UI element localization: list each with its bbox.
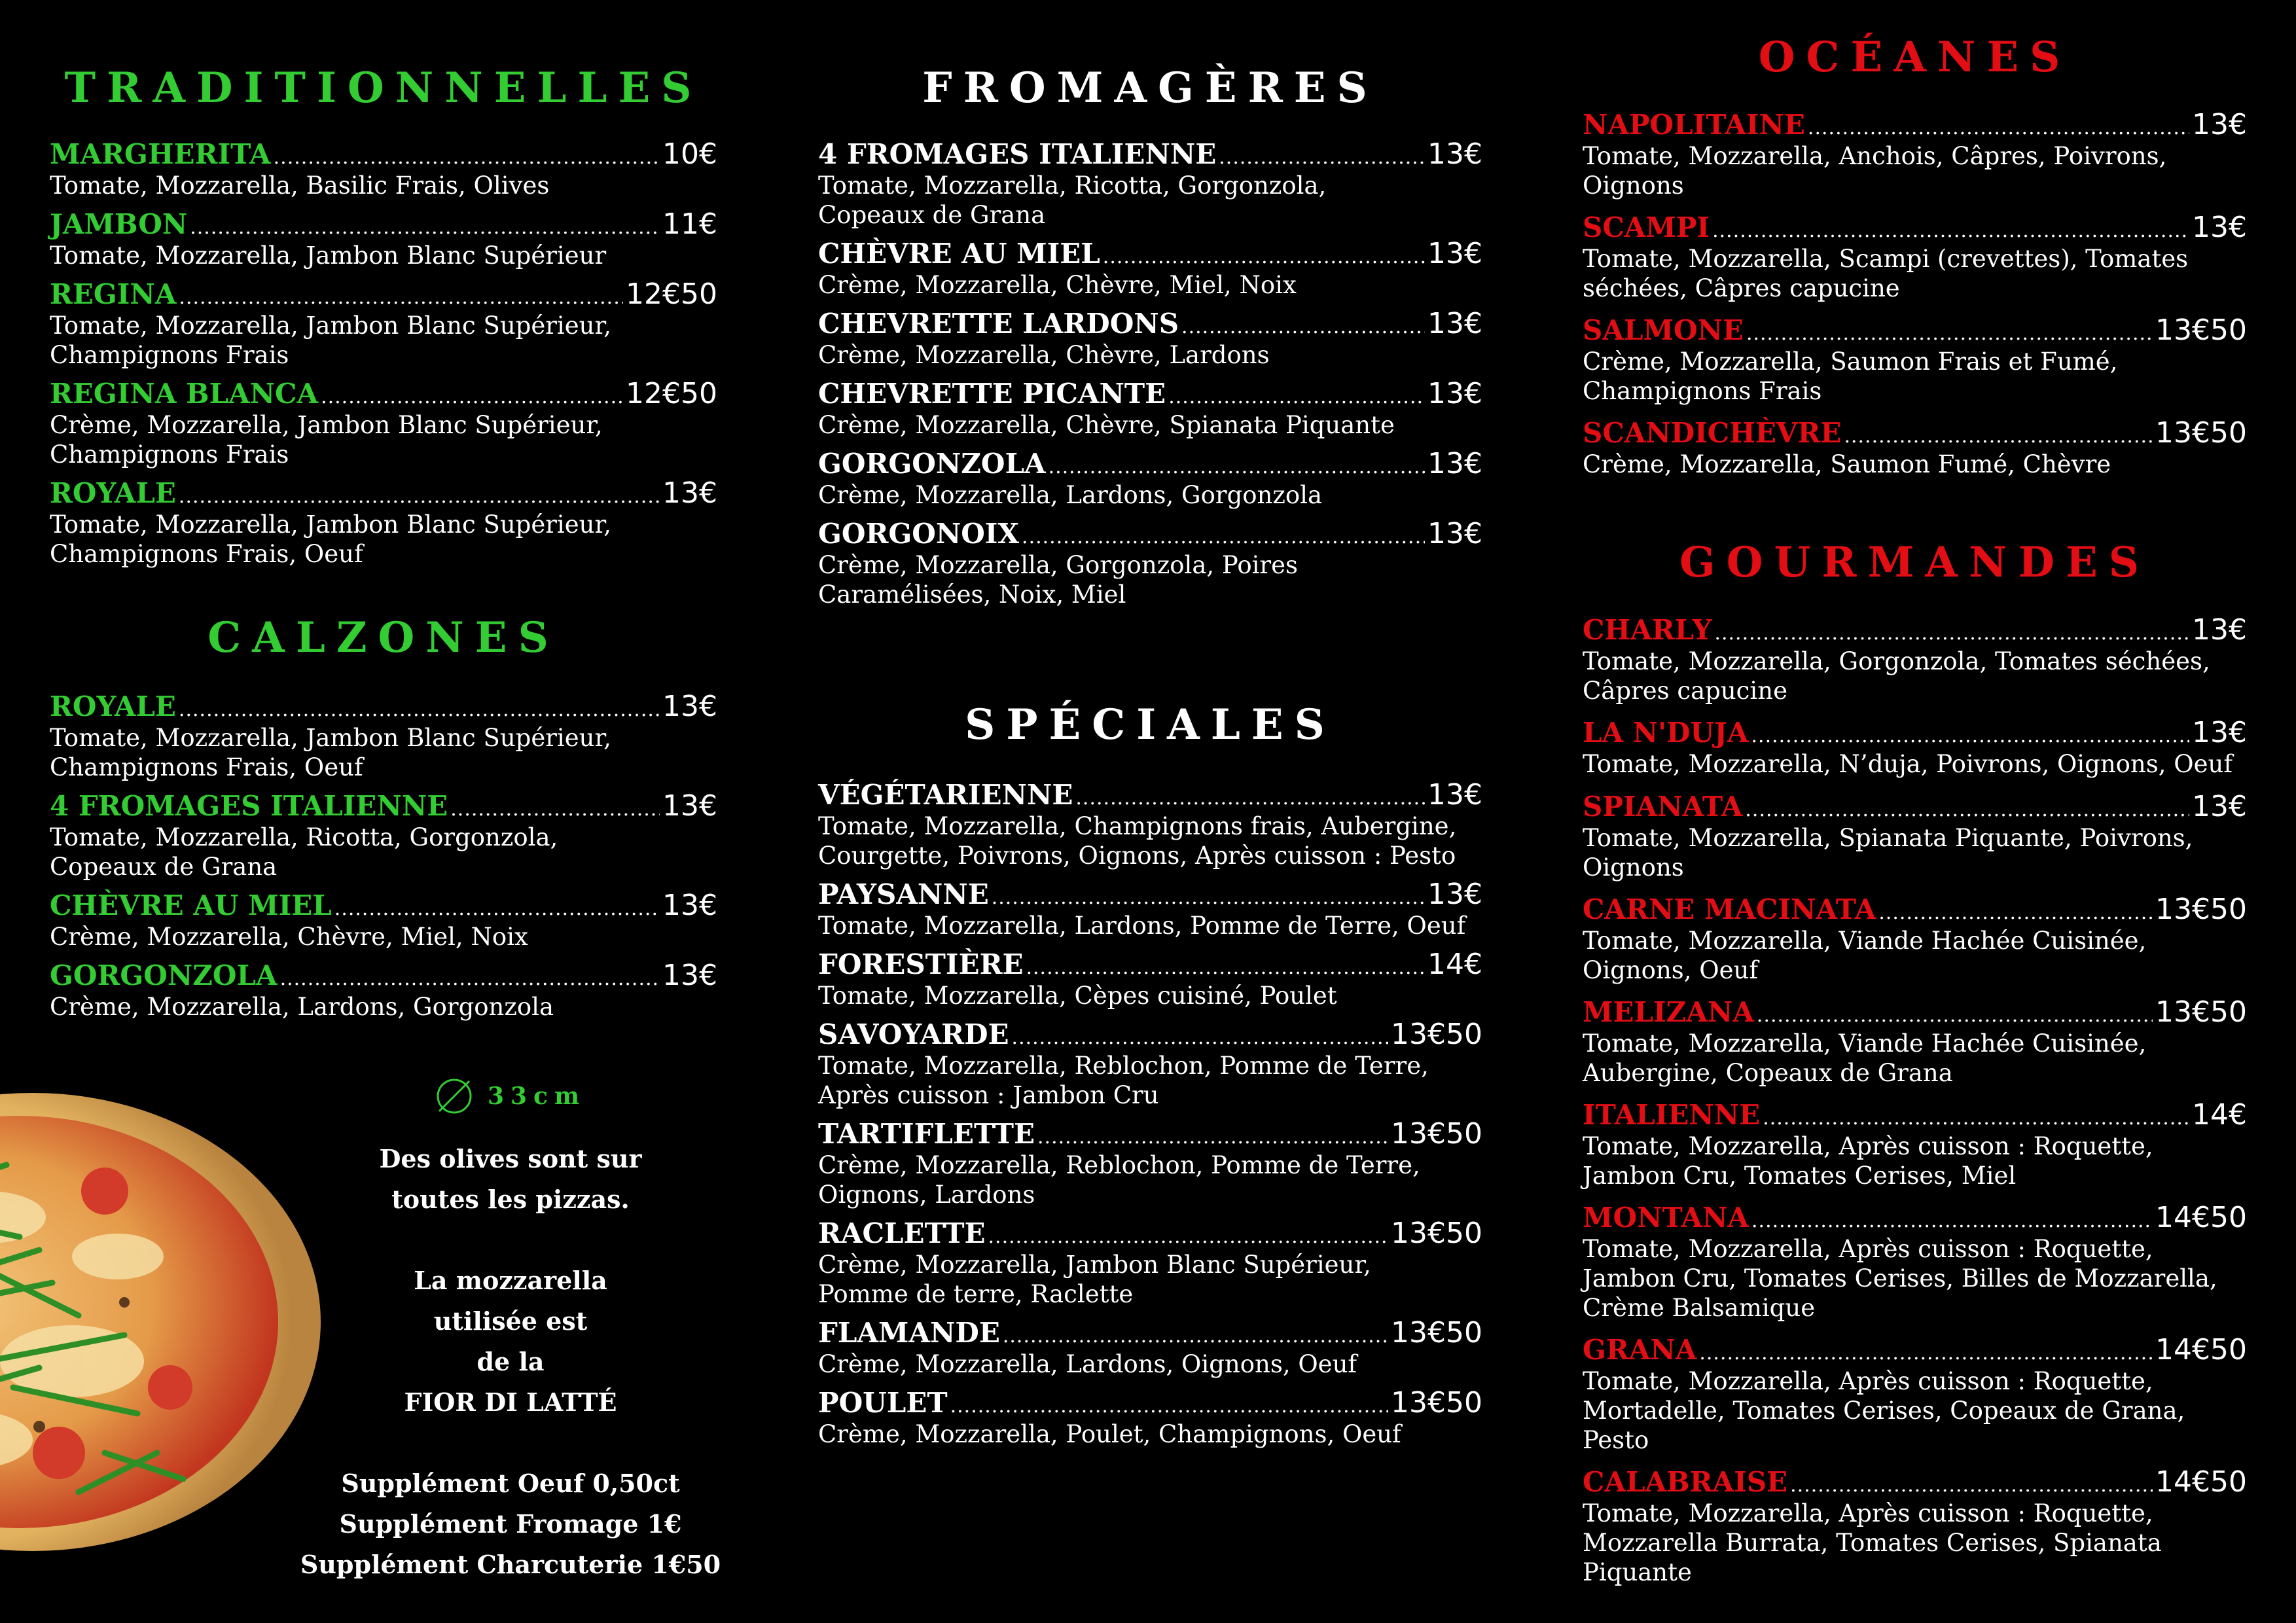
section-title: OCÉANES	[1758, 33, 2072, 82]
menu-item	[818, 878, 1482, 940]
item-description: Tomate, Mozzarella, Jambon Blanc Supérieur, Champignons Frais, Oeuf	[50, 510, 611, 568]
item-description: Crème, Mozzarella, Gorgonzola, Poires Caramélisées, Noix, Miel	[818, 551, 1299, 609]
item-price: 13€	[1427, 137, 1482, 171]
item-description: Tomate, Mozzarella, Après cuisson : Roquette, Jambon Cru, Tomates Cerises, Miel	[1583, 1132, 2153, 1190]
item-price: 13€	[662, 959, 717, 992]
item-price: 13€50	[2155, 313, 2247, 347]
menu-item	[818, 1387, 1482, 1449]
item-price: 13€	[2192, 108, 2247, 141]
item-name: TARTIFLETTE	[818, 1118, 1035, 1150]
menu-item	[818, 779, 1482, 870]
menu-item	[1583, 417, 2247, 479]
item-price: 14€	[2192, 1098, 2247, 1132]
item-description: Tomate, Mozzarella, Scampi (crevettes), Tomates séchées, Câpres capucine	[1583, 245, 2189, 302]
item-description: Tomate, Mozzarella, Lardons, Pomme de Terre, Oeuf	[818, 912, 1466, 940]
item-price: 13€	[662, 789, 717, 823]
section-oceanes	[1583, 31, 2247, 478]
supplement-charcuterie: Supplément Charcuterie 1€50	[300, 1550, 721, 1579]
item-price: 13€	[662, 889, 717, 922]
section-fromageres	[818, 62, 1482, 609]
item-description: Crème, Mozzarella, Reblochon, Pomme de Terre, Oignons, Lardons	[818, 1151, 1420, 1209]
item-name: SAVOYARDE	[818, 1018, 1009, 1050]
item-price: 13€50	[1391, 1217, 1482, 1250]
item-name: FORESTIÈRE	[818, 948, 1024, 980]
item-name: MARGHERITA	[50, 138, 271, 170]
menu-item	[50, 378, 717, 469]
menu-item	[1583, 109, 2247, 200]
item-description: Crème, Mozzarella, Jambon Blanc Supérieur, Pomme de terre, Raclette	[818, 1251, 1371, 1308]
menu-item	[818, 518, 1482, 609]
menu-item	[818, 238, 1482, 300]
item-name: REGINA	[50, 278, 177, 310]
item-description: Crème, Mozzarella, Chèvre, Miel, Noix	[818, 271, 1297, 299]
item-price: 13€50	[1391, 1386, 1482, 1419]
item-price: 10€	[662, 137, 717, 171]
menu-item	[1583, 1334, 2247, 1455]
item-name: CHEVRETTE LARDONS	[818, 308, 1179, 340]
item-price: 13€	[2192, 790, 2247, 823]
menu-item	[50, 889, 717, 952]
diameter-icon	[435, 1077, 473, 1115]
menu-item	[50, 477, 717, 569]
item-name: ROYALE	[50, 477, 176, 509]
section-title: SPÉCIALES	[965, 700, 1336, 749]
item-price: 13€	[2192, 211, 2247, 244]
item-name: PAYSANNE	[818, 878, 989, 910]
olives-note: toutes les pizzas.	[391, 1185, 630, 1214]
menu-item	[818, 1217, 1482, 1309]
menu-item	[50, 138, 717, 200]
item-name: CHÈVRE AU MIEL	[818, 238, 1100, 270]
mozzarella-note: utilisée est	[433, 1306, 588, 1336]
item-name: MELIZANA	[1583, 996, 1754, 1028]
item-name: SALMONE	[1583, 314, 1744, 346]
item-price: 13€	[662, 690, 717, 723]
item-price: 13€50	[2155, 416, 2247, 450]
item-name: CHARLY	[1583, 614, 1712, 646]
item-description: Crème, Mozzarella, Lardons, Gorgonzola	[818, 481, 1323, 509]
menu-item	[50, 959, 717, 1022]
item-description: Tomate, Mozzarella, Gorgonzola, Tomates séchées, Câpres capucine	[1583, 647, 2210, 705]
item-description: Tomate, Mozzarella, Après cuisson : Roquette, Jambon Cru, Tomates Cerises, Billes de Mozzarella, Crème Balsamique	[1583, 1235, 2217, 1322]
item-price: 13€	[662, 476, 717, 510]
item-name: JAMBON	[50, 208, 188, 240]
menu-item	[50, 278, 717, 370]
menu-item	[818, 1317, 1482, 1379]
menu-item	[50, 690, 717, 782]
item-name: GRANA	[1583, 1334, 1697, 1366]
item-price: 14€	[1427, 948, 1482, 981]
menu-item	[818, 1118, 1482, 1209]
section-traditionnelles	[50, 62, 717, 568]
item-description: Crème, Mozzarella, Chèvre, Miel, Noix	[50, 923, 528, 951]
item-price: 13€	[2192, 613, 2247, 647]
menu-item	[50, 790, 717, 882]
item-description: Tomate, Mozzarella, Jambon Blanc Supérieur, Champignons Frais	[50, 312, 611, 369]
item-name: CHEVRETTE PICANTE	[818, 378, 1166, 410]
item-price: 13€	[1427, 307, 1482, 340]
item-name: CARNE MACINATA	[1583, 893, 1876, 925]
item-name: CALABRAISE	[1583, 1466, 1788, 1498]
item-name: FLAMANDE	[818, 1317, 1000, 1349]
menu-item	[50, 208, 717, 270]
item-price: 13€50	[1391, 1018, 1482, 1051]
item-name: NAPOLITAINE	[1583, 109, 1805, 141]
item-name: 4 FROMAGES ITALIENNE	[818, 138, 1217, 170]
size-row	[295, 1073, 726, 1119]
size-label: 33cm	[487, 1082, 586, 1110]
menu-item	[818, 308, 1482, 370]
item-name: SCANDICHÈVRE	[1583, 417, 1842, 449]
mozzarella-note: La mozzarella	[414, 1266, 607, 1295]
item-name: ITALIENNE	[1583, 1099, 1761, 1131]
item-price: 13€	[2192, 716, 2247, 749]
item-description: Tomate, Mozzarella, Jambon Blanc Supérieur, Champignons Frais, Oeuf	[50, 724, 611, 781]
section-calzones	[50, 612, 717, 1021]
item-price: 14€50	[2155, 1333, 2247, 1366]
item-description: Tomate, Mozzarella, Cèpes cuisiné, Poulet	[818, 982, 1337, 1010]
item-price: 11€	[662, 207, 717, 241]
item-price: 13€50	[2155, 995, 2247, 1029]
info-block	[295, 1073, 726, 1585]
item-description: Tomate, Mozzarella, Ricotta, Gorgonzola, Copeaux de Grana	[818, 171, 1327, 229]
section-title: FROMAGÈRES	[922, 63, 1378, 113]
item-price: 13€	[1427, 237, 1482, 270]
item-name: RACLETTE	[818, 1217, 986, 1249]
item-price: 13€50	[2155, 893, 2247, 926]
item-price: 14€50	[2155, 1201, 2247, 1234]
olives-note: Des olives sont sur	[379, 1144, 642, 1173]
mozzarella-note: de la	[476, 1347, 545, 1376]
menu-item	[1583, 1099, 2247, 1190]
supplement-egg: Supplément Oeuf 0,50ct	[341, 1469, 680, 1498]
item-description: Tomate, Mozzarella, Jambon Blanc Supérieur	[50, 241, 607, 270]
item-price: 13€	[1427, 447, 1482, 480]
item-description: Tomate, Mozzarella, Champignons frais, Aubergine, Courgette, Poivrons, Oignons, Après cuisson : Pesto	[818, 812, 1457, 870]
section-title: GOURMANDES	[1679, 538, 2150, 587]
menu-item	[1583, 1466, 2247, 1587]
menu-item	[1583, 211, 2247, 303]
supplement-cheese: Supplément Fromage 1€	[339, 1509, 682, 1539]
menu-item	[818, 138, 1482, 230]
mozzarella-note: FIOR DI LATTÉ	[404, 1387, 617, 1417]
menu-item	[818, 448, 1482, 510]
item-name: SCAMPI	[1583, 211, 1710, 243]
item-price: 13€	[1427, 778, 1482, 812]
item-price: 13€	[1427, 517, 1482, 550]
item-description: Crème, Mozzarella, Chèvre, Spianata Piquante	[818, 411, 1395, 439]
section-speciales	[818, 699, 1482, 1448]
item-description: Tomate, Mozzarella, Anchois, Câpres, Poivrons, Oignons	[1583, 142, 2167, 200]
item-description: Crème, Mozzarella, Lardons, Gorgonzola	[50, 993, 554, 1021]
item-name: VÉGÉTARIENNE	[818, 779, 1073, 811]
item-name: 4 FROMAGES ITALIENNE	[50, 790, 448, 822]
menu-item	[1583, 614, 2247, 705]
section-title: CALZONES	[207, 613, 560, 662]
item-description: Tomate, Mozzarella, Spianata Piquante, Poivrons, Oignons	[1583, 824, 2193, 882]
item-price: 13€50	[1391, 1117, 1482, 1150]
item-price: 13€50	[1391, 1316, 1482, 1349]
menu-item	[818, 1018, 1482, 1110]
item-name: GORGONOIX	[818, 518, 1020, 550]
item-name: CHÈVRE AU MIEL	[50, 889, 332, 921]
menu-item	[1583, 314, 2247, 406]
menu-item	[1583, 791, 2247, 882]
item-name: MONTANA	[1583, 1202, 1749, 1234]
item-name: GORGONZOLA	[818, 448, 1046, 480]
menu-item	[1583, 996, 2247, 1088]
item-description: Crème, Mozzarella, Saumon Frais et Fumé, Champignons Frais	[1583, 348, 2118, 405]
item-price: 12€50	[626, 277, 717, 311]
item-name: GORGONZOLA	[50, 959, 278, 991]
item-name: LA N'DUJA	[1583, 717, 1749, 749]
item-description: Tomate, Mozzarella, Après cuisson : Roquette, Mozzarella Burrata, Tomates Cerises, Spianata Piquante	[1583, 1499, 2162, 1586]
item-description: Crème, Mozzarella, Chèvre, Lardons	[818, 341, 1270, 369]
item-name: SPIANATA	[1583, 791, 1743, 823]
item-name: REGINA BLANCA	[50, 378, 319, 410]
menu-item	[1583, 893, 2247, 985]
item-description: Crème, Mozzarella, Jambon Blanc Supérieur, Champignons Frais	[50, 411, 603, 469]
item-description: Tomate, Mozzarella, Ricotta, Gorgonzola, Copeaux de Grana	[50, 823, 558, 881]
menu-item	[1583, 717, 2247, 779]
item-description: Tomate, Mozzarella, Après cuisson : Roquette, Mortadelle, Tomates Cerises, Copeaux de Grana, Pesto	[1583, 1367, 2185, 1454]
item-price: 14€50	[2155, 1465, 2247, 1499]
item-price: 13€	[1427, 878, 1482, 911]
item-description: Crème, Mozzarella, Saumon Fumé, Chèvre	[1583, 450, 2111, 478]
menu-item	[818, 378, 1482, 440]
item-name: POULET	[818, 1387, 948, 1419]
item-description: Tomate, Mozzarella, N’duja, Poivrons, Oignons, Oeuf	[1583, 750, 2233, 778]
item-description: Tomate, Mozzarella, Basilic Frais, Olives	[50, 171, 550, 200]
item-description: Tomate, Mozzarella, Viande Hachée Cuisinée, Oignons, Oeuf	[1583, 927, 2147, 984]
item-price: 12€50	[626, 377, 717, 410]
item-name: ROYALE	[50, 690, 176, 722]
menu-item	[818, 948, 1482, 1010]
item-price: 13€	[1427, 377, 1482, 410]
section-title: TRADITIONNELLES	[64, 63, 703, 113]
item-description: Crème, Mozzarella, Poulet, Champignons, Oeuf	[818, 1420, 1401, 1448]
section-gourmandes	[1583, 537, 2247, 1586]
item-description: Tomate, Mozzarella, Reblochon, Pomme de Terre, Après cuisson : Jambon Cru	[818, 1052, 1429, 1109]
item-description: Crème, Mozzarella, Lardons, Oignons, Oeuf	[818, 1350, 1357, 1378]
menu-item	[1583, 1202, 2247, 1323]
item-description: Tomate, Mozzarella, Viande Hachée Cuisinée, Aubergine, Copeaux de Grana	[1583, 1029, 2147, 1087]
